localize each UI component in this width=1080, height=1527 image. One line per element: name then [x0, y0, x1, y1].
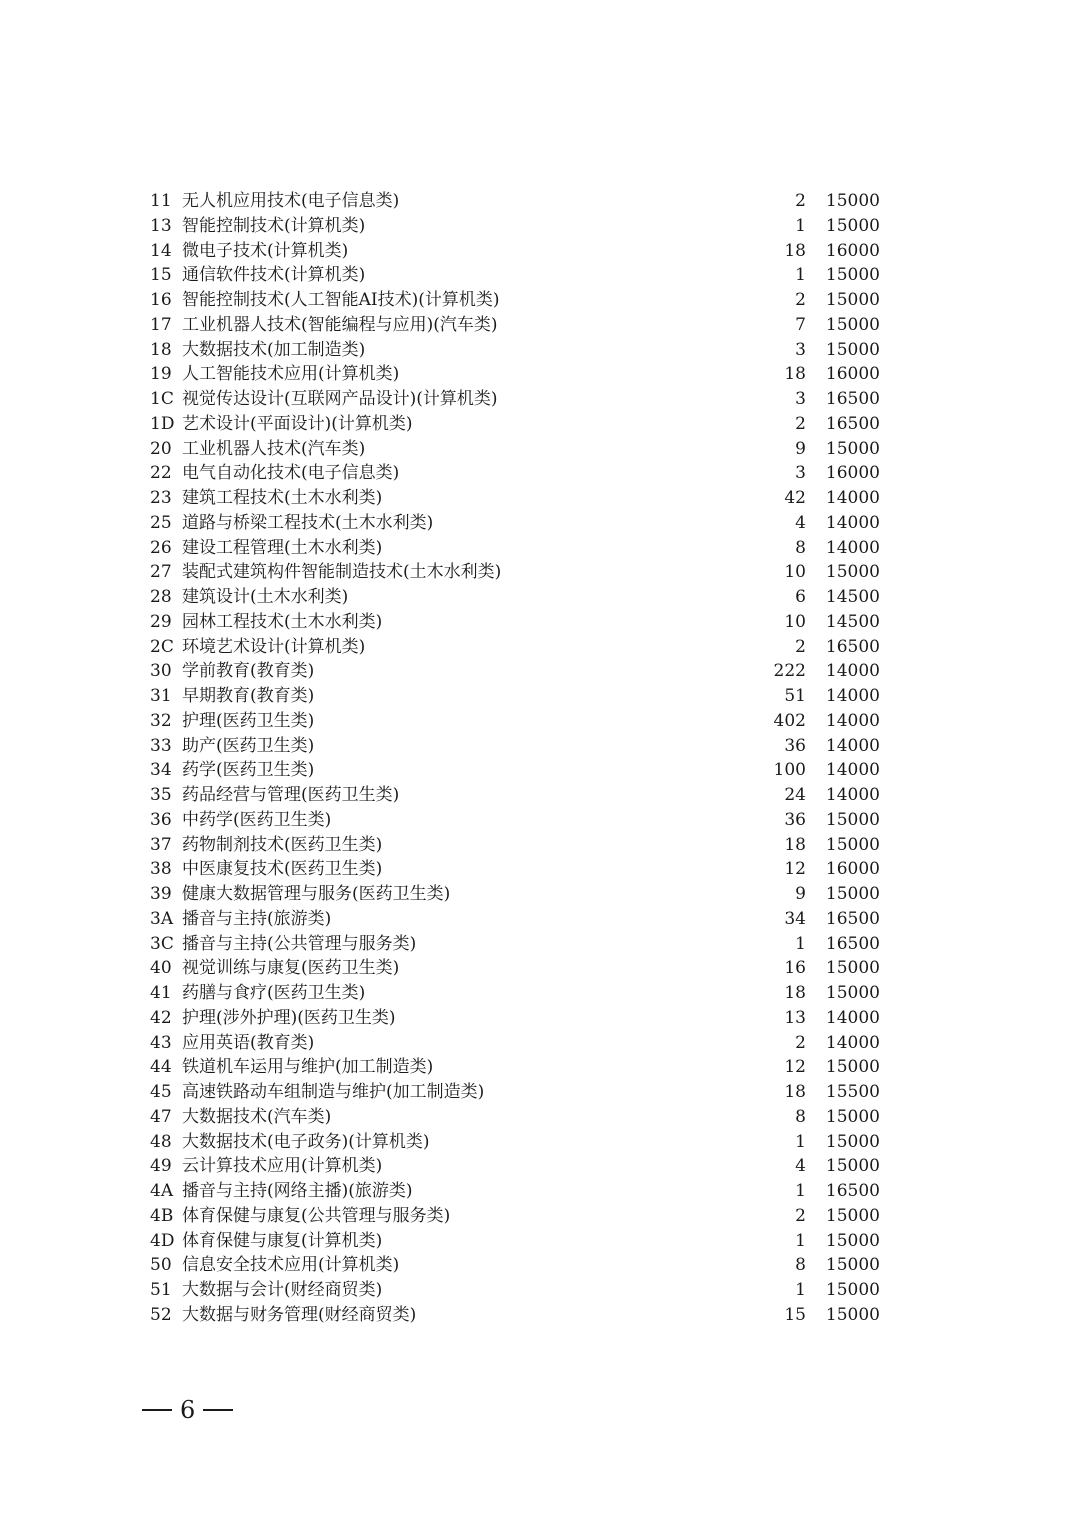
- enrollment-count: 4: [795, 1156, 806, 1177]
- major-name: 通信软件技术(计算机类): [182, 265, 366, 286]
- major-code: 16: [150, 290, 172, 310]
- major-name: 建筑设计(土木水利类): [182, 587, 349, 607]
- tuition-fee: 15000: [825, 265, 880, 286]
- table-row: [150, 833, 880, 858]
- table-row: [150, 758, 880, 783]
- table-row: [150, 1055, 880, 1080]
- enrollment-count: 8: [795, 1255, 806, 1276]
- tuition-fee: 14500: [825, 611, 880, 632]
- major-name: 播音与主持(网络主播)(旅游类): [182, 1181, 413, 1201]
- major-name: 播音与主持(旅游类): [182, 908, 332, 929]
- table-row: [150, 313, 880, 338]
- major-code: 18: [150, 339, 172, 360]
- enrollment-count: 2: [795, 1205, 806, 1226]
- major-name: 微电子技术(计算机类): [182, 240, 349, 261]
- page-number: 6: [180, 1396, 196, 1424]
- major-name: 护理(涉外护理)(医药卫生类): [182, 1007, 396, 1028]
- footer-dash-left: [142, 1409, 172, 1411]
- table-row: [150, 536, 880, 561]
- major-name: 智能控制技术(计算机类): [182, 215, 366, 236]
- major-code: 33: [150, 735, 172, 756]
- tuition-fee: 15000: [825, 1057, 880, 1078]
- table-row: [150, 684, 880, 709]
- major-name: 助产(医药卫生类): [182, 735, 315, 756]
- enrollment-count: 6: [795, 587, 806, 607]
- enrollment-count: 2: [795, 290, 806, 310]
- tuition-fee: 14000: [825, 710, 880, 731]
- major-name: 大数据技术(加工制造类): [182, 339, 366, 360]
- major-name: 药物制剂技术(医药卫生类): [182, 834, 383, 855]
- tuition-fee: 16500: [825, 389, 880, 409]
- table-row: [150, 1278, 880, 1303]
- enrollment-count: 18: [784, 1082, 806, 1102]
- enrollment-count: 42: [784, 488, 806, 508]
- major-code: 4D: [150, 1230, 175, 1251]
- table-row: [150, 461, 880, 486]
- enrollment-count: 51: [784, 686, 806, 706]
- major-code: 26: [150, 537, 172, 558]
- tuition-fee: 16500: [825, 636, 880, 657]
- major-code: 37: [150, 834, 172, 855]
- major-name: 云计算技术应用(计算机类): [182, 1156, 383, 1177]
- major-code: 48: [150, 1131, 172, 1152]
- tuition-fee: 16500: [825, 933, 880, 954]
- tuition-fee: 14000: [825, 661, 880, 682]
- table-row: [150, 1253, 880, 1278]
- enrollment-count: 2: [795, 413, 806, 434]
- table-row: [150, 1006, 880, 1031]
- enrollment-count: 12: [784, 1057, 806, 1078]
- table-row: [150, 1080, 880, 1105]
- major-name: 大数据与财务管理(财经商贸类): [182, 1304, 417, 1325]
- tuition-fee: 16500: [825, 1181, 880, 1201]
- enrollment-count: 36: [784, 735, 806, 756]
- tuition-fee: 15000: [825, 1304, 880, 1325]
- tuition-fee: 15500: [825, 1082, 880, 1102]
- major-code: 51: [150, 1280, 172, 1300]
- table-row: [150, 610, 880, 635]
- major-code: 40: [150, 958, 172, 979]
- major-code: 42: [150, 1007, 172, 1028]
- tuition-fee: 15000: [825, 1230, 880, 1251]
- major-code: 15: [150, 265, 172, 286]
- major-code: 17: [150, 314, 172, 335]
- major-name: 大数据技术(电子政务)(计算机类): [182, 1131, 430, 1152]
- major-code: 3A: [150, 908, 174, 929]
- tuition-fee: 14000: [825, 760, 880, 781]
- table-row: [150, 189, 880, 214]
- enrollment-table: [150, 189, 880, 1328]
- tuition-fee: 15000: [825, 290, 880, 310]
- table-row: [150, 783, 880, 808]
- enrollment-count: 3: [795, 339, 806, 360]
- major-code: 20: [150, 438, 172, 459]
- tuition-fee: 14000: [825, 1032, 880, 1053]
- major-code: 14: [150, 240, 172, 261]
- enrollment-count: 8: [795, 537, 806, 558]
- enrollment-count: 7: [795, 314, 806, 335]
- enrollment-count: 15: [784, 1304, 806, 1325]
- tuition-fee: 15000: [825, 215, 880, 236]
- tuition-fee: 14000: [825, 686, 880, 706]
- tuition-fee: 14000: [825, 785, 880, 805]
- tuition-fee: 16000: [825, 364, 880, 385]
- tuition-fee: 15000: [825, 1131, 880, 1152]
- major-name: 视觉传达设计(互联网产品设计)(计算机类): [182, 389, 498, 409]
- major-code: 27: [150, 562, 172, 583]
- major-code: 4A: [150, 1181, 174, 1201]
- enrollment-count: 34: [784, 908, 806, 929]
- major-code: 41: [150, 983, 172, 1003]
- enrollment-count: 9: [795, 438, 806, 459]
- enrollment-count: 3: [795, 463, 806, 484]
- major-name: 大数据与会计(财经商贸类): [182, 1280, 383, 1300]
- major-name: 无人机应用技术(电子信息类): [182, 191, 400, 211]
- enrollment-count: 18: [784, 364, 806, 385]
- major-code: 32: [150, 710, 172, 731]
- table-row: [150, 857, 880, 882]
- table-row: [150, 486, 880, 511]
- tuition-fee: 14000: [825, 537, 880, 558]
- major-name: 高速铁路动车组制造与维护(加工制造类): [182, 1082, 485, 1102]
- enrollment-count: 1: [795, 265, 806, 286]
- enrollment-count: 8: [795, 1106, 806, 1127]
- major-name: 早期教育(教育类): [182, 686, 315, 706]
- tuition-fee: 15000: [825, 884, 880, 904]
- table-row: [150, 932, 880, 957]
- enrollment-count: 100: [773, 760, 806, 781]
- major-name: 智能控制技术(人工智能AI技术)(计算机类): [182, 290, 500, 310]
- tuition-fee: 16000: [825, 859, 880, 880]
- major-code: 19: [150, 364, 172, 385]
- major-code: 35: [150, 785, 172, 805]
- table-row: [150, 709, 880, 734]
- major-name: 护理(医药卫生类): [182, 710, 315, 731]
- major-code: 29: [150, 611, 172, 632]
- tuition-fee: 14500: [825, 587, 880, 607]
- enrollment-count: 16: [784, 958, 806, 979]
- table-row: [150, 1229, 880, 1254]
- table-row: [150, 387, 880, 412]
- enrollment-count: 10: [784, 611, 806, 632]
- tuition-fee: 15000: [825, 1280, 880, 1300]
- major-name: 电气自动化技术(电子信息类): [182, 463, 400, 484]
- table-row: [150, 1154, 880, 1179]
- major-name: 药膳与食疗(医药卫生类): [182, 983, 366, 1003]
- tuition-fee: 15000: [825, 1255, 880, 1276]
- major-code: 3C: [150, 933, 174, 954]
- major-name: 道路与桥梁工程技术(土木水利类): [182, 512, 434, 533]
- major-code: 11: [150, 191, 172, 211]
- page-footer: [142, 1394, 233, 1426]
- tuition-fee: 15000: [825, 562, 880, 583]
- table-row: [150, 1105, 880, 1130]
- major-name: 艺术设计(平面设计)(计算机类): [182, 413, 413, 434]
- tuition-fee: 14000: [825, 1007, 880, 1028]
- table-row: [150, 1303, 880, 1328]
- tuition-fee: 15000: [825, 1106, 880, 1127]
- table-row: [150, 437, 880, 462]
- major-name: 健康大数据管理与服务(医药卫生类): [182, 884, 451, 904]
- table-row: [150, 1204, 880, 1229]
- enrollment-count: 18: [784, 834, 806, 855]
- tuition-fee: 16500: [825, 908, 880, 929]
- table-row: [150, 560, 880, 585]
- major-code: 52: [150, 1304, 172, 1325]
- table-row: [150, 362, 880, 387]
- enrollment-count: 9: [795, 884, 806, 904]
- major-name: 中医康复技术(医药卫生类): [182, 859, 383, 880]
- tuition-fee: 15000: [825, 438, 880, 459]
- major-code: 2C: [150, 636, 174, 657]
- tuition-fee: 15000: [825, 1205, 880, 1226]
- tuition-fee: 15000: [825, 191, 880, 211]
- major-name: 环境艺术设计(计算机类): [182, 636, 366, 657]
- major-code: 31: [150, 686, 172, 706]
- table-row: [150, 511, 880, 536]
- table-row: [150, 585, 880, 610]
- enrollment-count: 1: [795, 1280, 806, 1300]
- major-code: 47: [150, 1106, 172, 1127]
- major-name: 工业机器人技术(汽车类): [182, 438, 366, 459]
- major-code: 49: [150, 1156, 172, 1177]
- table-row: [150, 239, 880, 264]
- enrollment-count: 4: [795, 512, 806, 533]
- enrollment-count: 1: [795, 1131, 806, 1152]
- major-code: 43: [150, 1032, 172, 1053]
- table-row: [150, 659, 880, 684]
- table-row: [150, 907, 880, 932]
- table-row: [150, 734, 880, 759]
- enrollment-count: 2: [795, 636, 806, 657]
- enrollment-count: 402: [773, 710, 806, 731]
- enrollment-count: 222: [773, 661, 806, 682]
- tuition-fee: 15000: [825, 983, 880, 1003]
- enrollment-count: 10: [784, 562, 806, 583]
- table-row: [150, 263, 880, 288]
- table-row: [150, 882, 880, 907]
- enrollment-count: 1: [795, 933, 806, 954]
- major-name: 园林工程技术(土木水利类): [182, 611, 383, 632]
- table-row: [150, 981, 880, 1006]
- major-name: 体育保健与康复(公共管理与服务类): [182, 1205, 451, 1226]
- major-name: 中药学(医药卫生类): [182, 809, 332, 830]
- major-name: 建设工程管理(土木水利类): [182, 537, 383, 558]
- enrollment-count: 36: [784, 809, 806, 830]
- enrollment-count: 18: [784, 240, 806, 261]
- major-code: 22: [150, 463, 172, 484]
- table-row: [150, 288, 880, 313]
- table-row: [150, 1179, 880, 1204]
- major-name: 药学(医药卫生类): [182, 760, 315, 781]
- footer-dash-right: [203, 1409, 233, 1411]
- enrollment-count: 2: [795, 1032, 806, 1053]
- major-code: 38: [150, 859, 172, 880]
- major-name: 工业机器人技术(智能编程与应用)(汽车类): [182, 314, 498, 335]
- table-row: [150, 808, 880, 833]
- major-code: 50: [150, 1255, 172, 1276]
- major-name: 装配式建筑构件智能制造技术(土木水利类): [182, 562, 502, 583]
- tuition-fee: 16000: [825, 463, 880, 484]
- table-row: [150, 956, 880, 981]
- major-code: 1C: [150, 389, 174, 409]
- tuition-fee: 16000: [825, 240, 880, 261]
- tuition-fee: 15000: [825, 809, 880, 830]
- major-name: 体育保健与康复(计算机类): [182, 1230, 383, 1251]
- tuition-fee: 15000: [825, 1156, 880, 1177]
- enrollment-count: 18: [784, 983, 806, 1003]
- enrollment-count: 3: [795, 389, 806, 409]
- major-name: 大数据技术(汽车类): [182, 1106, 332, 1127]
- major-code: 39: [150, 884, 172, 904]
- major-code: 13: [150, 215, 172, 236]
- enrollment-count: 1: [795, 1181, 806, 1201]
- table-row: [150, 1031, 880, 1056]
- table-row: [150, 412, 880, 437]
- major-code: 44: [150, 1057, 172, 1078]
- major-name: 视觉训练与康复(医药卫生类): [182, 958, 400, 979]
- major-code: 23: [150, 488, 172, 508]
- tuition-fee: 15000: [825, 339, 880, 360]
- major-name: 建筑工程技术(土木水利类): [182, 488, 383, 508]
- tuition-fee: 14000: [825, 488, 880, 508]
- enrollment-count: 12: [784, 859, 806, 880]
- table-row: [150, 635, 880, 660]
- major-code: 28: [150, 587, 172, 607]
- enrollment-count: 1: [795, 215, 806, 236]
- major-code: 30: [150, 661, 172, 682]
- enrollment-count: 2: [795, 191, 806, 211]
- major-name: 学前教育(教育类): [182, 661, 315, 682]
- enrollment-count: 24: [784, 785, 806, 805]
- tuition-fee: 16500: [825, 413, 880, 434]
- tuition-fee: 15000: [825, 834, 880, 855]
- major-name: 信息安全技术应用(计算机类): [182, 1255, 400, 1276]
- major-name: 播音与主持(公共管理与服务类): [182, 933, 417, 954]
- tuition-fee: 15000: [825, 958, 880, 979]
- major-name: 人工智能技术应用(计算机类): [182, 364, 400, 385]
- major-code: 1D: [150, 413, 175, 434]
- enrollment-count: 1: [795, 1230, 806, 1251]
- enrollment-count: 13: [784, 1007, 806, 1028]
- table-row: [150, 338, 880, 363]
- tuition-fee: 14000: [825, 735, 880, 756]
- major-code: 25: [150, 512, 172, 533]
- major-name: 铁道机车运用与维护(加工制造类): [182, 1057, 434, 1078]
- major-name: 药品经营与管理(医药卫生类): [182, 785, 400, 805]
- major-name: 应用英语(教育类): [182, 1032, 315, 1053]
- major-code: 4B: [150, 1205, 174, 1226]
- major-code: 36: [150, 809, 172, 830]
- table-row: [150, 1130, 880, 1155]
- tuition-fee: 14000: [825, 512, 880, 533]
- major-code: 45: [150, 1082, 172, 1102]
- tuition-fee: 15000: [825, 314, 880, 335]
- major-code: 34: [150, 760, 172, 781]
- table-row: [150, 214, 880, 239]
